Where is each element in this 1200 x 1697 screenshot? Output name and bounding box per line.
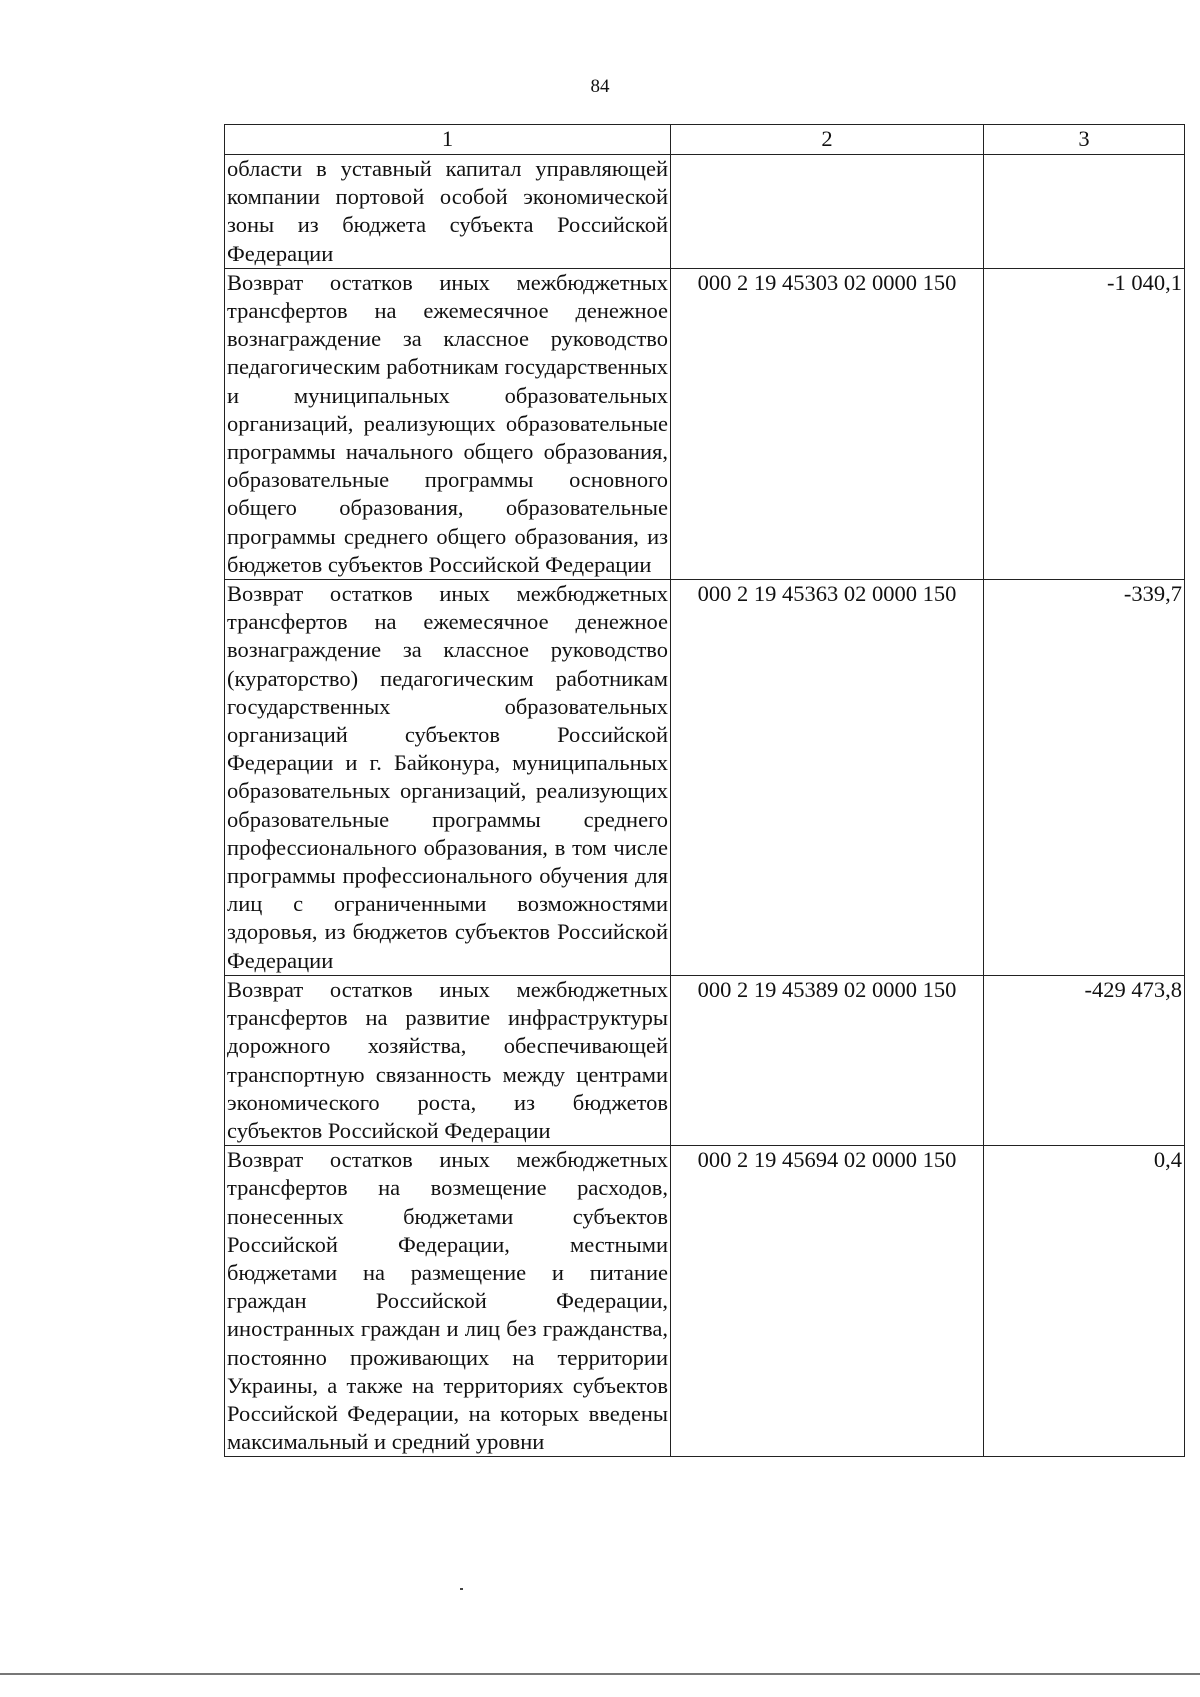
row-code: 000 2 19 45389 02 0000 150	[671, 975, 984, 1145]
row-description: Возврат остатков иных межбюджетных трансфертов на развитие инфраструктуры дорожного хозяйства, обеспечивающей транспортную связанность между центрами экономического роста, из бюджетов субъектов Российской Федерации	[225, 975, 671, 1145]
page-number: 84	[590, 76, 610, 97]
page-bottom-rule	[0, 1673, 1200, 1675]
budget-table	[224, 124, 1185, 1457]
row-description: области в уставный капитал управляющей компании портовой особой экономической зоны из бюджета субъекта Российской Федерации	[225, 155, 671, 269]
row-description: Возврат остатков иных межбюджетных трансфертов на возмещение расходов, понесенных бюджетами субъектов Российской Федерации, местными бюджетами на размещение и питание граждан Российской Федерации, иностранных граждан и лиц без гражданства, постоянно проживающих на территории Украины, а также на территориях субъектов Российской Федерации, на которых введены максимальный и средний уровни	[225, 1146, 671, 1457]
row-description: Возврат остатков иных межбюджетных трансфертов на ежемесячное денежное вознаграждение за классное руководство (кураторство) педагогическим работникам государственных образовательных организаций субъектов Российской Федерации и г. Байконура, муниципальных образовательных организаций, реализующих образовательные программы среднего профессионального образования, в том числе программы профессионального обучения для лиц с ограниченными возможностями здоровья, из бюджетов субъектов Российской Федерации	[225, 580, 671, 976]
row-amount: -429 473,8	[984, 975, 1185, 1145]
table-row	[225, 580, 1185, 976]
row-description: Возврат остатков иных межбюджетных трансфертов на ежемесячное денежное вознаграждение за классное руководство педагогическим работникам государственных и муниципальных образовательных организаций, реализующих образовательные программы начального общего образования, образовательные программы основного общего образования, образовательные программы среднего общего образования, из бюджетов субъектов Российской Федерации	[225, 268, 671, 579]
column-header-2: 2	[671, 125, 984, 155]
row-amount: -339,7	[984, 580, 1185, 976]
row-code: 000 2 19 45303 02 0000 150	[671, 268, 984, 579]
row-amount: 0,4	[984, 1146, 1185, 1457]
row-amount: -1 040,1	[984, 268, 1185, 579]
row-code	[671, 155, 984, 269]
row-code: 000 2 19 45363 02 0000 150	[671, 580, 984, 976]
row-code: 000 2 19 45694 02 0000 150	[671, 1146, 984, 1457]
row-amount	[984, 155, 1185, 269]
table-row	[225, 268, 1185, 579]
table-header-row	[225, 125, 1185, 155]
table-row	[225, 1146, 1185, 1457]
table-row	[225, 155, 1185, 269]
table-row	[225, 975, 1185, 1145]
column-header-3: 3	[984, 125, 1185, 155]
column-header-1: 1	[225, 125, 671, 155]
scan-speck	[460, 1588, 463, 1590]
